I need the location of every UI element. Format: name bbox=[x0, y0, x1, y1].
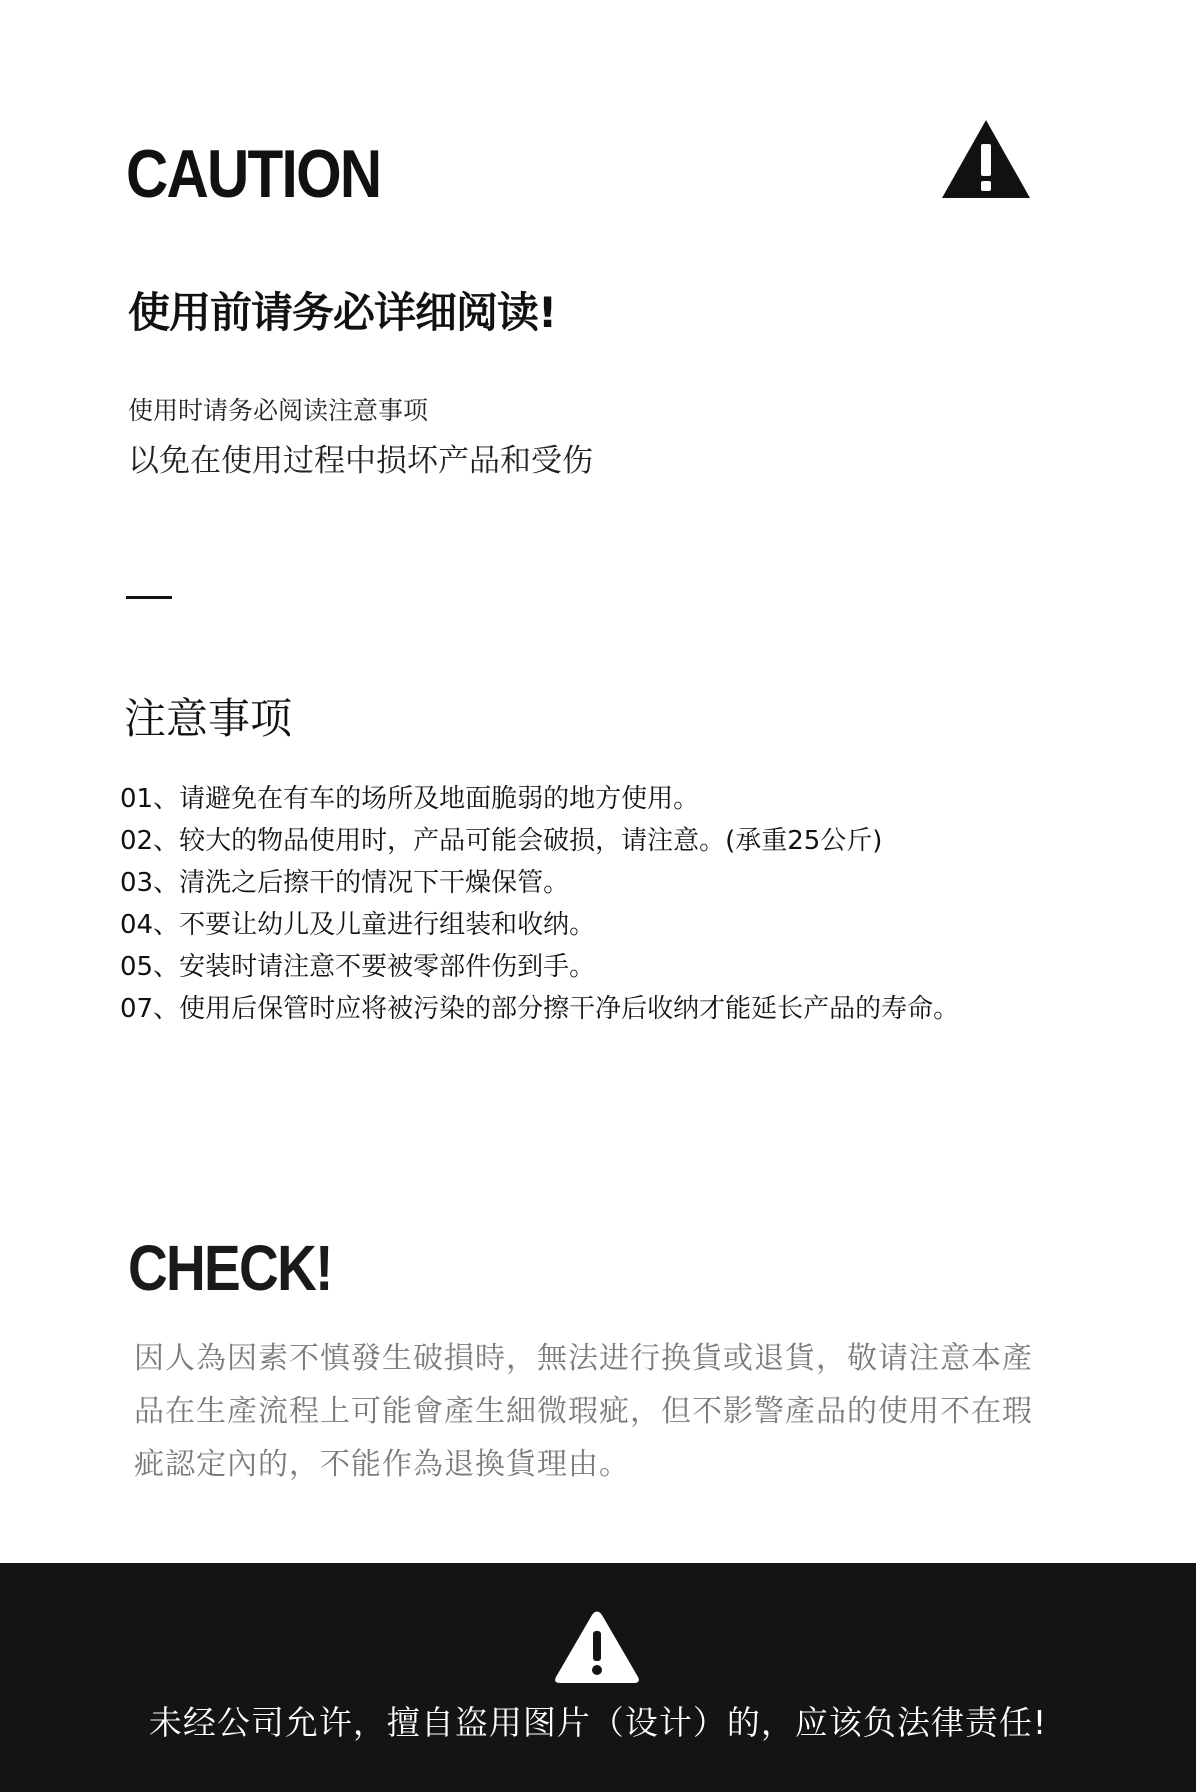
notes-title: 注意事项 bbox=[124, 694, 293, 743]
note-item: 01、请避免在有车的场所及地面脆弱的地方使用。 bbox=[120, 784, 700, 814]
warning-triangle-icon bbox=[940, 118, 1032, 200]
note-item: 04、不要让幼儿及儿童进行组装和收纳。 bbox=[120, 910, 596, 940]
note-item: 07、使用后保管时应将被污染的部分擦干净后收纳才能延长产品的寿命。 bbox=[120, 994, 960, 1024]
check-paragraph bbox=[134, 1332, 1064, 1491]
caution-subtext-line1: 使用时请务必阅读注意事项 bbox=[128, 396, 429, 425]
read-carefully-heading: 使用前请务必详细阅读! bbox=[128, 288, 557, 337]
copyright-warning-text: 未经公司允许，擅自盗用图片（设计）的，应该负法律责任! bbox=[148, 1703, 1048, 1742]
caution-title: CAUTION bbox=[126, 136, 381, 212]
note-item: 05、安装时请注意不要被零部件伤到手。 bbox=[120, 952, 596, 982]
warning-triangle-icon bbox=[554, 1609, 640, 1685]
check-line: 品在生產流程上可能會產生細微瑕疵，但不影警產品的使用不在瑕 bbox=[134, 1394, 1033, 1429]
check-line: 疵認定內的，不能作為退換貨理由。 bbox=[134, 1447, 630, 1482]
check-line: 因人為因素不慎發生破損時，無法进行换貨或退貨，敬请注意本產 bbox=[134, 1341, 1033, 1376]
caution-subtext-line2: 以免在使用过程中损坏产品和受伤 bbox=[128, 443, 593, 479]
note-item: 03、清洗之后擦干的情况下干燥保管。 bbox=[120, 868, 570, 898]
note-item: 02、较大的物品使用时，产品可能会破损，请注意。(承重25公斤) bbox=[120, 826, 883, 856]
section-divider bbox=[126, 596, 172, 599]
check-title: CHECK! bbox=[128, 1232, 332, 1304]
notes-list bbox=[120, 778, 959, 1030]
